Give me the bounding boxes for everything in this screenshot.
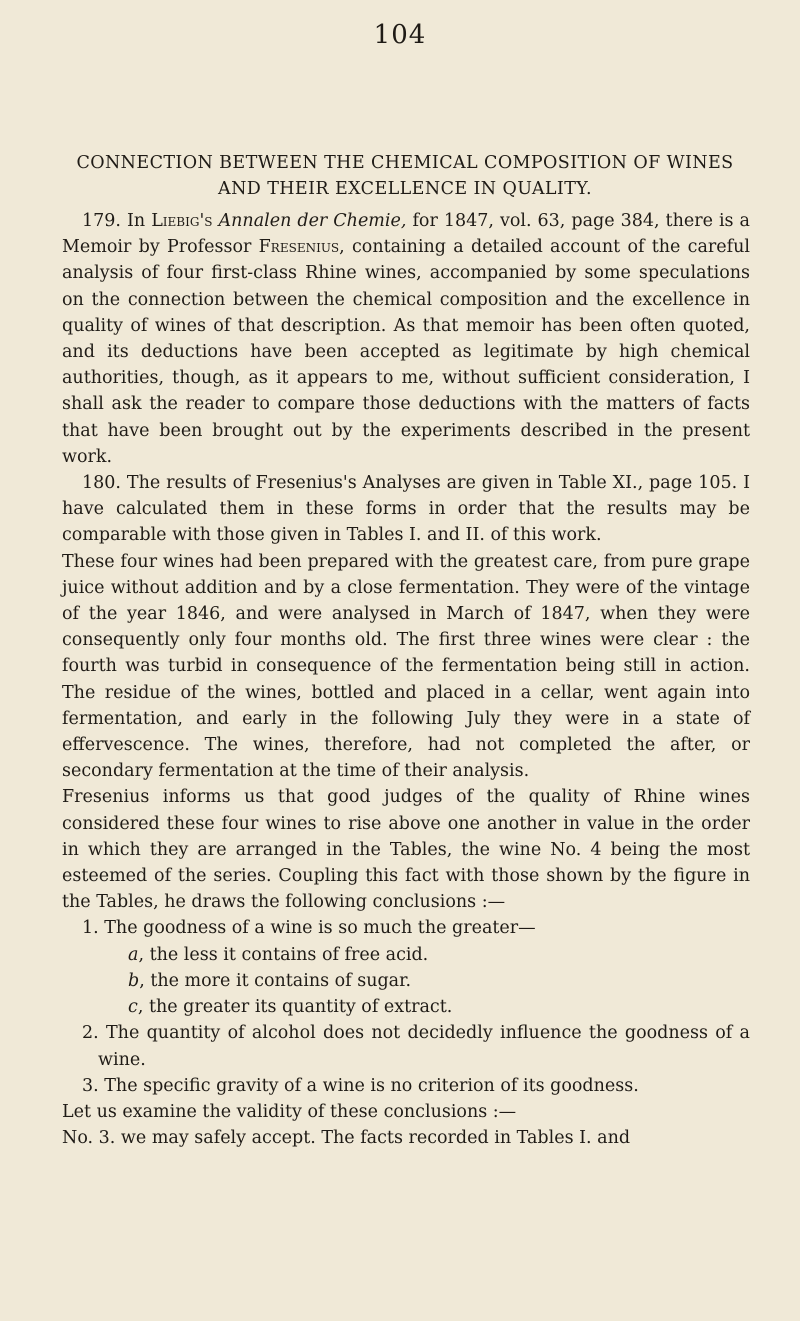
paragraph-wines: These four wines had been prepared with the greatest care, from pure grape juice without addition and by a close fermentation. They were of the vintage of the year 1846, and were analysed in March of 1847, when they were consequently only four months old. The first three wines were clear : the fourth was turbid in consequence of the fermentation being still in action. The residue of the wines, bottled and placed in a cellar, went again into fermentation, and early in the following July they were in a state of effervescence. The wines, therefore, had not completed the after, or secondary fermentation at the time of their analysis. — [62, 551, 750, 782]
author-fresenius: Fresenius, — [258, 237, 345, 258]
conclusions-list — [62, 915, 750, 1098]
paragraph-179 — [62, 208, 750, 470]
conclusion-1b: b, the more it contains of sugar. — [128, 970, 412, 991]
conclusion-2: 2. The quantity of alcohol does not decidedly influence the goodness of a wine. — [82, 1023, 750, 1070]
paragraph-examine: Let us examine the validity of these conclusions :— — [62, 1101, 517, 1122]
conclusion-1a: a, the less it contains of free acid. — [128, 944, 429, 965]
paragraph-180: 180. The results of Fresenius's Analyses are given in Table XI., page 105. I have calculated them in these forms in order that the results may be comparable with those given in Tables I. and II. of this work. — [62, 473, 750, 546]
text-run: for 1847, vol. 63, page 384, there is a Memoir by Professor — [62, 211, 750, 258]
conclusion-1c: c, the greater its quantity of extract. — [128, 997, 453, 1018]
section-title: CONNECTION BETWEEN THE CHEMICAL COMPOSITION OF WINES AND THEIR EXCELLENCE IN QUALITY. — [76, 153, 734, 199]
page-number: 104 — [373, 20, 427, 50]
conclusion-1a-text: , the less it contains of free acid. — [138, 944, 429, 965]
paragraph-no3: No. 3. we may safely accept. The facts recorded in Tables I. and — [62, 1128, 631, 1149]
journal-title: Annalen der Chemie, — [218, 211, 407, 231]
conclusion-1b-text: , the more it contains of sugar. — [139, 970, 412, 991]
text-run: In — [126, 211, 146, 231]
conclusion-1c-text: , the greater its quantity of extract. — [137, 997, 453, 1018]
text-run: containing a detailed account of the careful analysis of four first-class Rhine wines, accompanied by some speculations on the connection between the chemical composition and the excellence in quality of wines of that description. As that memoir has been often quoted, and its deductions have been accepted as legitimate by high chemical authorities, though, as it appears to me, without sufficient consideration, I shall ask the reader to compare those deductions with the matters of facts that have been brought out by the experiments described in the present work. — [62, 237, 750, 467]
body-text — [62, 208, 750, 1151]
paragraph-judges: Fresenius informs us that good judges of the quality of Rhine wines considered these four wines to rise above one another in value in the order in which they are arranged in the Tables, the wine No. 4 being the most esteemed of the series. Coupling this fact with those shown by the figure in the Tables, he draws the following conclusions :— — [62, 787, 750, 913]
paragraph-number: 179. — [82, 211, 121, 231]
conclusion-3: 3. The specific gravity of a wine is no criterion of its goodness. — [82, 1075, 639, 1096]
author-liebig: Liebig's — [151, 211, 213, 231]
conclusion-1: 1. The goodness of a wine is so much the greater— — [82, 918, 536, 939]
